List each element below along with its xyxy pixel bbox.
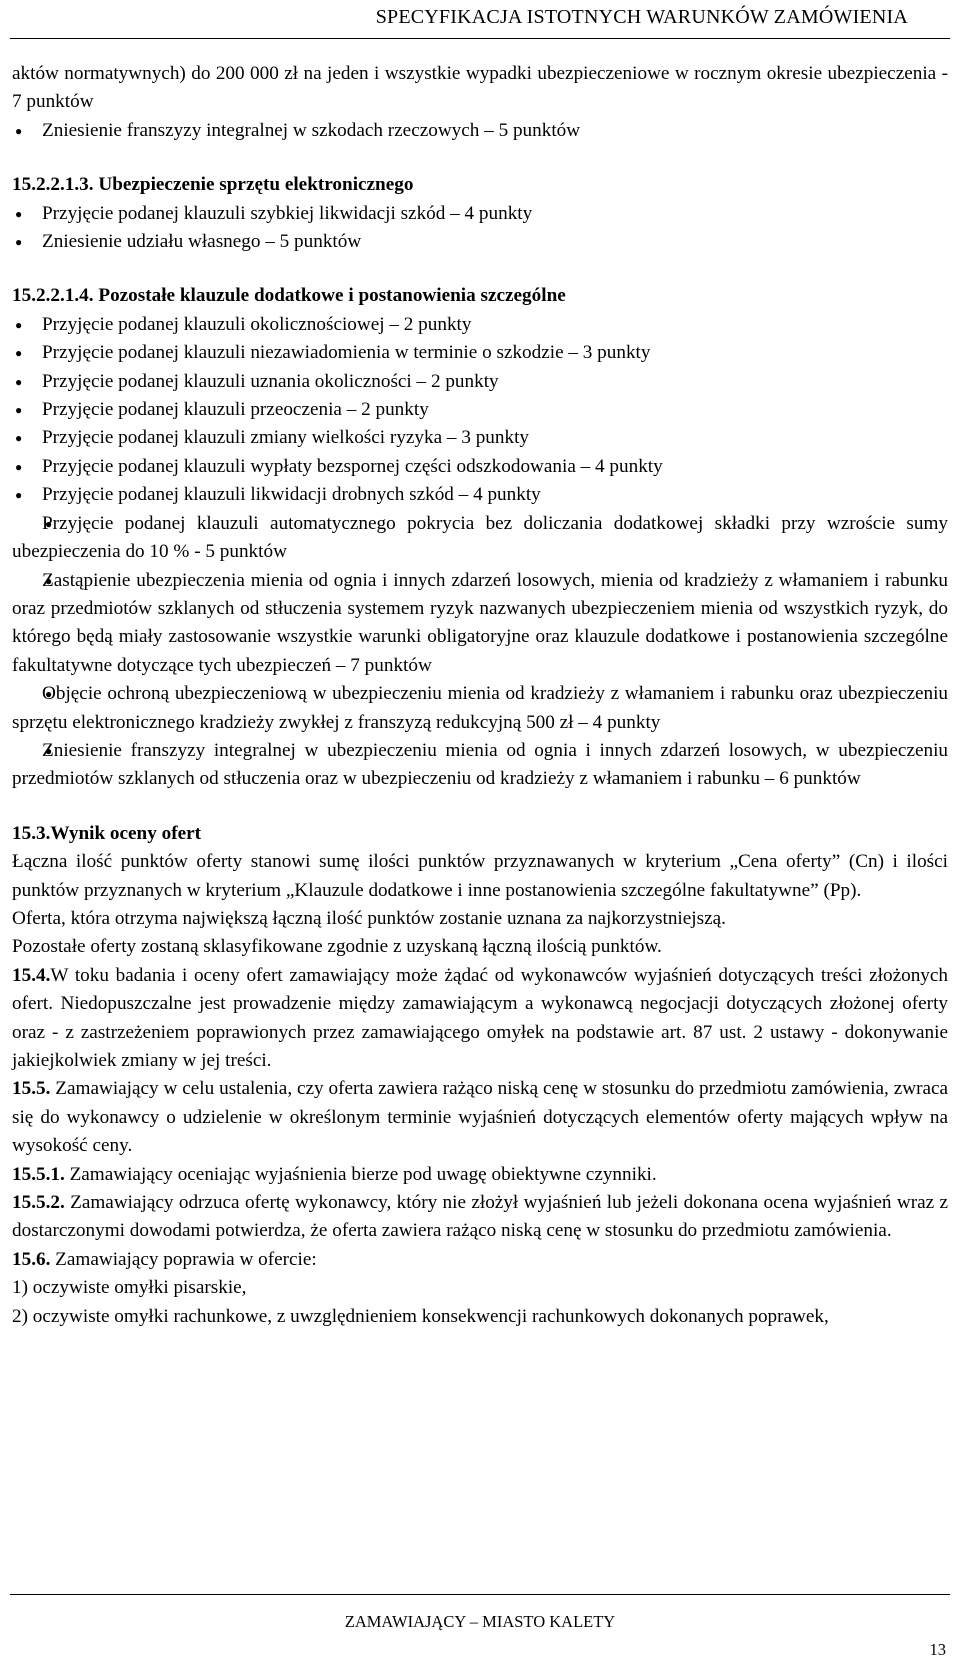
bullet-item: ● Przyjęcie podanej klauzuli przeoczenia – 2 punkty xyxy=(12,396,948,424)
section-number: 15.2.2.1.4. xyxy=(12,285,94,307)
section-15-4 xyxy=(12,962,948,1076)
section-text: Zamawiający w celu ustalenia, czy oferta zawiera rażąco niską cenę w stosunku do przedmiotu zamówienia, zwraca się do wykonawcy o udzielenie w określonym terminie wyjaśnień dotyczących elementów oferty mających wpływ na wysokość ceny. xyxy=(12,1078,949,1157)
page-header: SPECYFIKACJA ISTOTNYCH WARUNKÓW ZAMÓWIENIA xyxy=(375,6,908,28)
section-heading-15-2-2-1-4 xyxy=(12,282,948,310)
bullet-item: ● Zniesienie franszyzy integralnej w szkodach rzeczowych – 5 punktów xyxy=(12,117,948,145)
section-15-6 xyxy=(12,1246,948,1274)
section-title: Ubezpieczenie sprzętu elektronicznego xyxy=(98,174,414,196)
bullet-item-long: ● Przyjęcie podanej klauzuli automatycznego pokrycia bez doliczania dodatkowej składki przy wzroście sumy ubezpieczenia do 10 % - 5 punktów xyxy=(12,510,948,567)
section-number: 15.5. xyxy=(12,1078,51,1100)
section-number: 15.2.2.1.3. xyxy=(12,174,94,196)
bullet-item: ● Przyjęcie podanej klauzuli likwidacji drobnych szkód – 4 punkty xyxy=(12,481,948,509)
section-number: 15.5.2. xyxy=(12,1192,65,1214)
paragraph: Pozostałe oferty zostaną sklasyfikowane zgodnie z uzyskaną łączną ilością punktów. xyxy=(12,936,662,958)
bullet-item-long: ● Zastąpienie ubezpieczenia mienia od ognia i innych zdarzeń losowych, mienia od kradzieży z włamaniem i rabunku oraz przedmiotów szklanych od stłuczenia systemem ryzyk nazwanych ubezpieczeniem mienia od wszystkich ryzyk, do którego będą miały zastosowanie wszystkie warunki obligatoryjne oraz klauzule dodatkowe i postanowienia szczególne fakultatywne dotyczące tych ubezpieczeń – 7 punktów xyxy=(12,567,948,681)
bullet-item-long: ● Objęcie ochroną ubezpieczeniową w ubezpieczeniu mienia od kradzieży z włamaniem i rabunku oraz ubezpieczeniu sprzętu elektronicznego kradzieży zwykłej z franszyzą redukcyjną 500 zł – 4 punkty xyxy=(12,680,948,737)
bullet-item-long: ● Zniesienie franszyzy integralnej w ubezpieczeniu mienia od ognia i innych zdarzeń losowych, w ubezpieczeniu przedmiotów szklanych od stłuczenia oraz w ubezpieczeniu od kradzieży z włamaniem i rabunku – 6 punktów xyxy=(12,737,948,794)
document-body xyxy=(12,60,948,1331)
footer-divider xyxy=(10,1594,950,1595)
paragraph: Oferta, która otrzyma największą łączną ilość punktów zostanie uznana za najkorzystniejszą. xyxy=(12,907,726,929)
section-text: Zamawiający oceniając wyjaśnienia bierze pod uwagę obiektywne czynniki. xyxy=(69,1163,657,1185)
section-heading-15-3: 15.3.Wynik oceny ofert xyxy=(12,822,202,844)
section-15-5-2 xyxy=(12,1189,948,1246)
bullet-item: ● Przyjęcie podanej klauzuli szybkiej likwidacji szkód – 4 punkty xyxy=(12,200,948,228)
list-item: 2) oczywiste omyłki rachunkowe, z uwzględnieniem konsekwencji rachunkowych dokonanych poprawek, xyxy=(12,1305,829,1327)
list-item: 1) oczywiste omyłki pisarskie, xyxy=(12,1277,247,1299)
bullet-item: ● Przyjęcie podanej klauzuli zmiany wielkości ryzyka – 3 punkty xyxy=(12,424,948,452)
section-15-5-1 xyxy=(12,1161,948,1189)
section-number: 15.6. xyxy=(12,1248,51,1270)
section-text: Zamawiający odrzuca ofertę wykonawcy, który nie złożył wyjaśnień lub jeżeli dokonana ocena wyjaśnień wraz z dostarczonymi dowodami potwierdza, że oferta zawiera rażąco niską cenę w stosunku do przedmiotu zamówienia. xyxy=(12,1192,949,1242)
page-footer: ZAMAWIAJĄCY – MIASTO KALETY xyxy=(344,1612,616,1631)
header-divider xyxy=(10,38,950,39)
bullet-item: ● Przyjęcie podanej klauzuli uznania okoliczności – 2 punkty xyxy=(12,368,948,396)
section-number: 15.5.1. xyxy=(12,1163,65,1185)
section-text: W toku badania i oceny ofert zamawiający może żądać od wykonawców wyjaśnień dotyczących treści złożonych ofert. Niedopuszczalne jest prowadzenie między zamawiającym a wykonawcą negocjacji dotyczących złożonej oferty oraz - z zastrzeżeniem poprawionych przez zamawiającego omyłek na podstawie art. 87 ust. 2 ustawy - dokonywanie jakiejkolwiek zmiany w jej treści. xyxy=(12,964,948,1071)
paragraph: Łączna ilość punktów oferty stanowi sumę ilości punktów przyznawanych w kryterium „Cena oferty” (Cn) i ilości punktów przyznanych w kryterium „Klauzule dodatkowe i inne postanowienia szczególne fakultatywne” (Pp). xyxy=(12,851,948,901)
bullet-item: ● Przyjęcie podanej klauzuli wypłaty bezspornej części odszkodowania – 4 punkty xyxy=(12,453,948,481)
section-number: 15.4. xyxy=(12,964,51,986)
section-title: Pozostałe klauzule dodatkowe i postanowienia szczególne xyxy=(98,285,566,307)
page-number: 13 xyxy=(929,1640,946,1659)
bullet-item: ● Przyjęcie podanej klauzuli okolicznościowej – 2 punkty xyxy=(12,311,948,339)
section-heading-15-2-2-1-3 xyxy=(12,171,948,199)
paragraph-continuation: aktów normatywnych) do 200 000 zł na jeden i wszystkie wypadki ubezpieczeniowe w rocznym okresie ubezpieczenia - 7 punktów xyxy=(12,63,948,113)
section-text: Zamawiający poprawia w ofercie: xyxy=(55,1248,317,1270)
section-15-5 xyxy=(12,1075,948,1160)
bullet-item: ● Przyjęcie podanej klauzuli niezawiadomienia w terminie o szkodzie – 3 punkty xyxy=(12,339,948,367)
bullet-item: ● Zniesienie udziału własnego – 5 punktów xyxy=(12,228,948,256)
